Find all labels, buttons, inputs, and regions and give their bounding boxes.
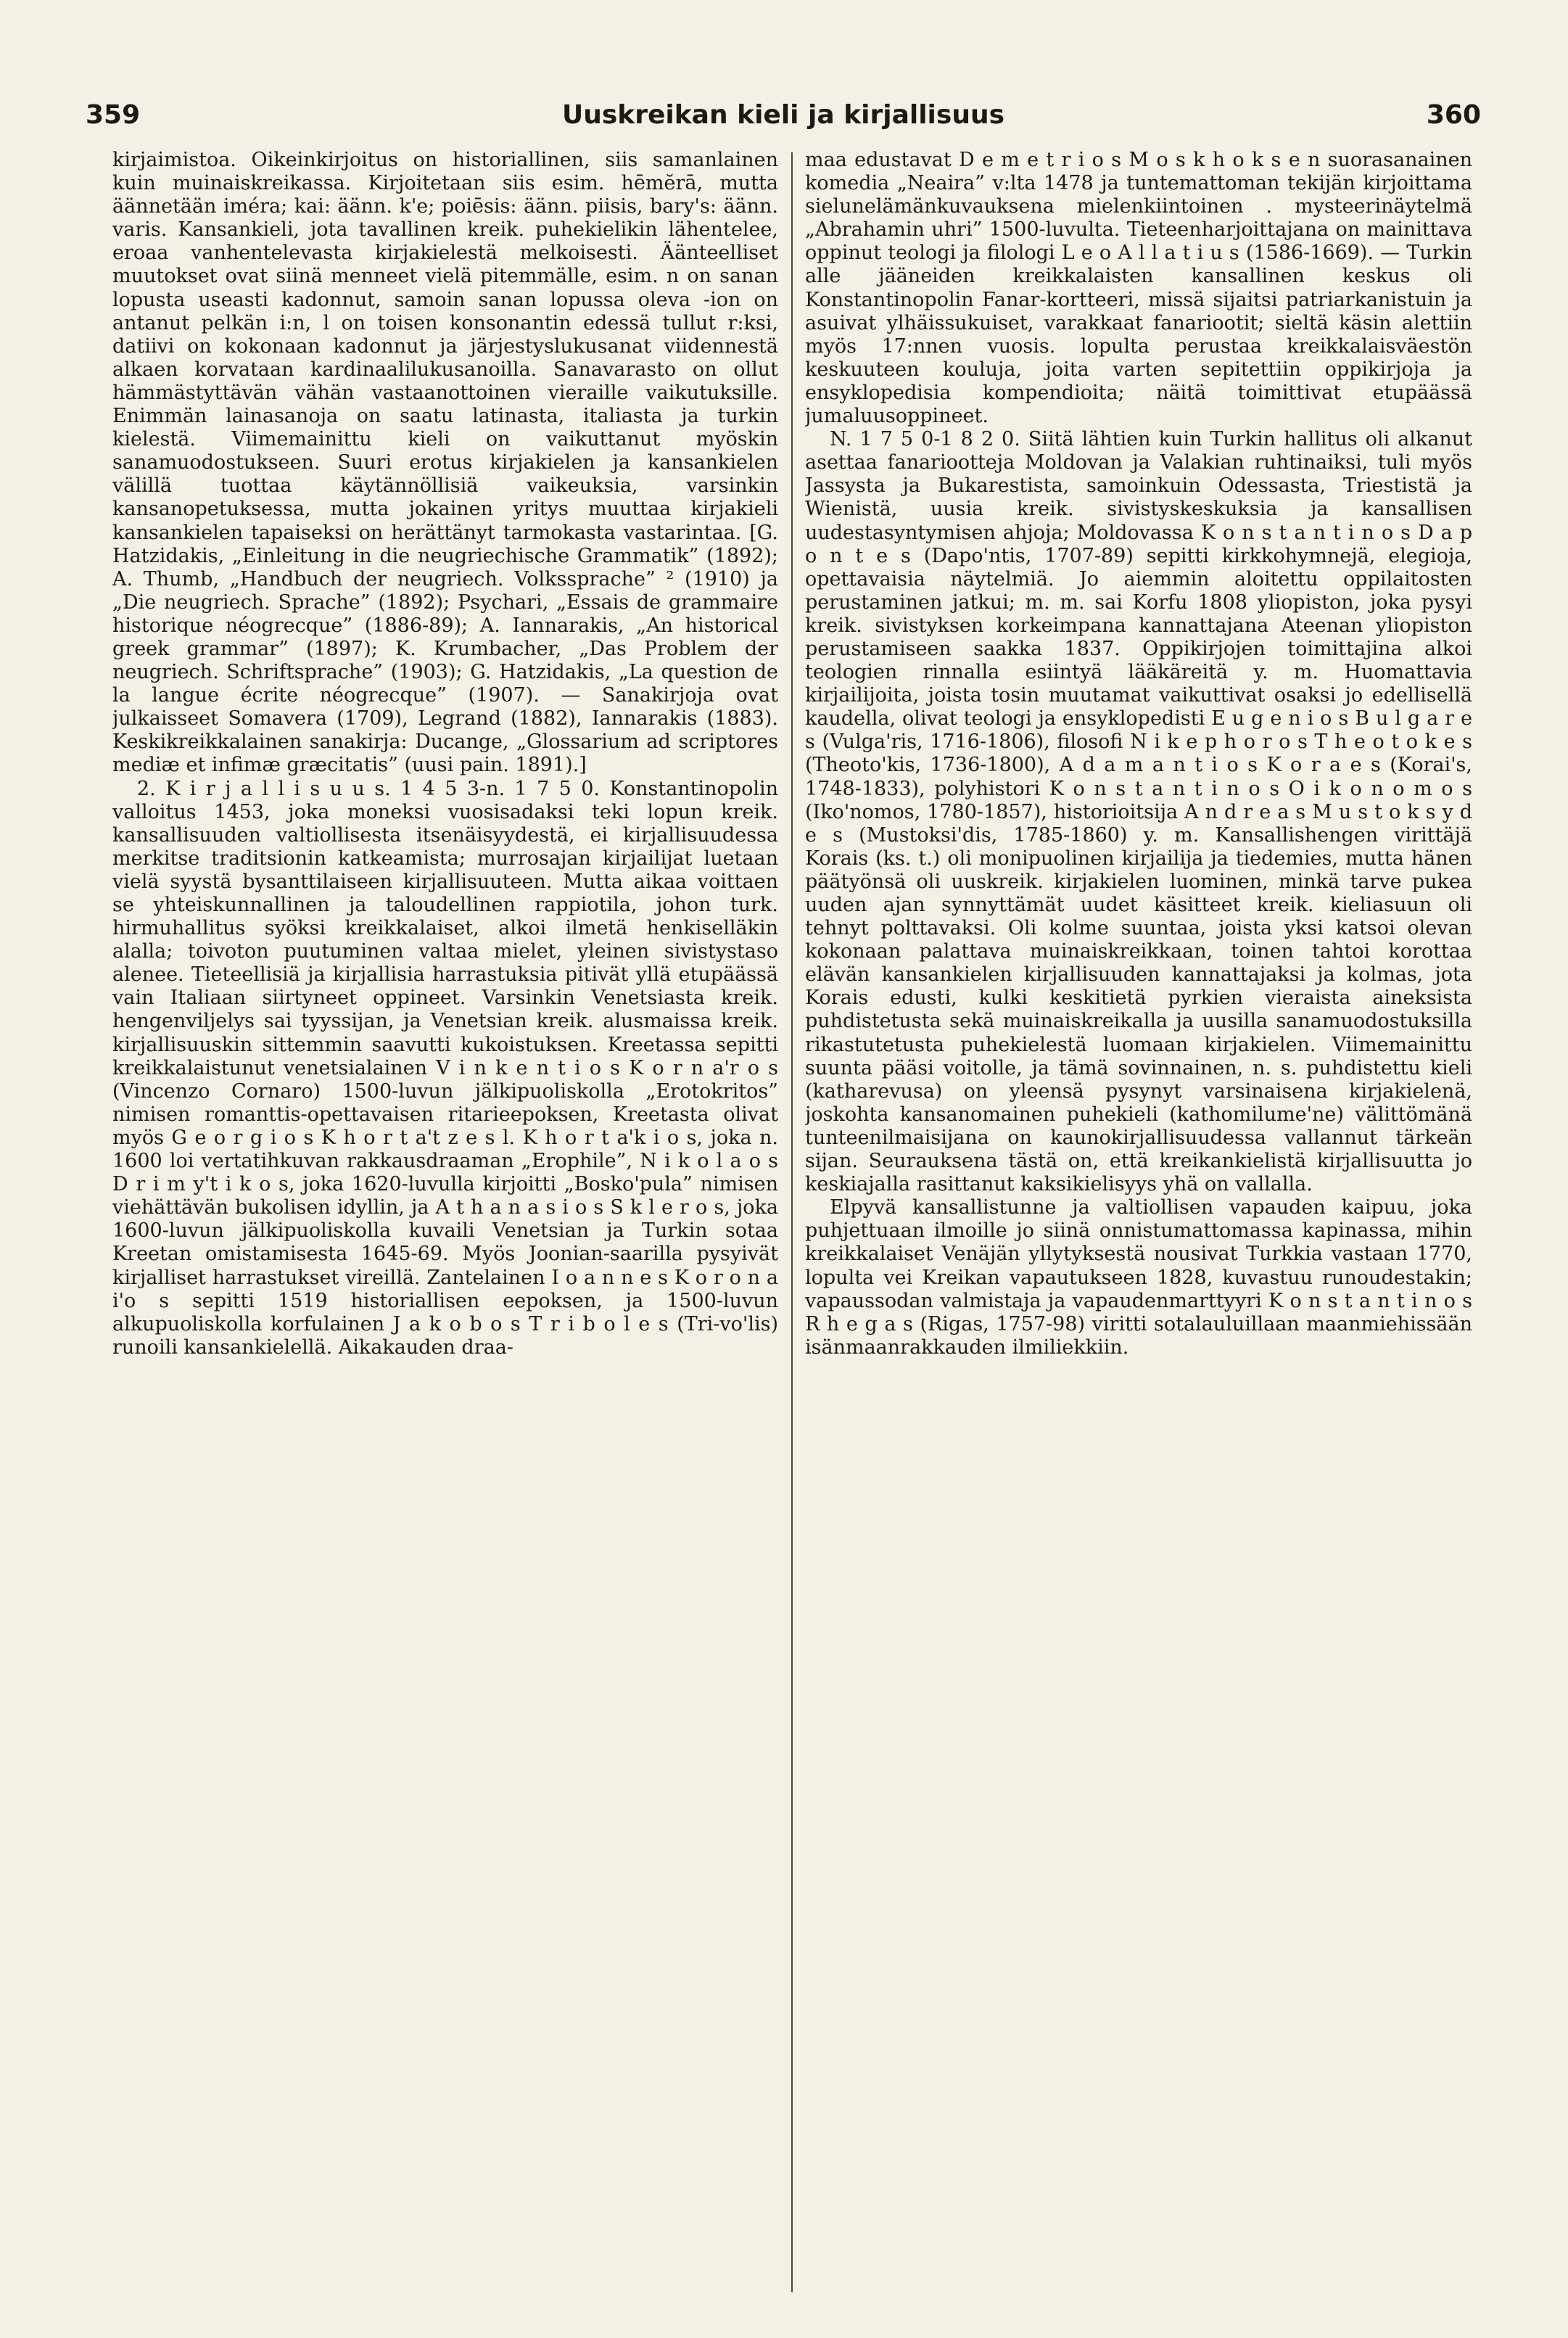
column-divider [791, 152, 793, 2292]
paragraph: maa edustavat D e m e t r i o s M o s k h o k s e n suorasanainen komedia „Neaira” v:lta 1478 ja tuntemattoman tekijän kirjoittama sielunelämänkuvauksena mielenkiintoinen . mysteerinäytelmä „Abrahamin uhri” 1500-luvulta. Tieteenharjoittajana on mainittava oppinut teologi ja filologi L e o A l l a t i u s (1586-1669). — Turkin alle jääneiden kreikkalaisten kansallinen keskus oli Konstantinopolin Fanar-kortteeri, missä sijaitsi patriarkanistuin ja asuivat ylhäissukuiset, varakkaat fanariootit; sieltä käsin alettiin myös 17:nnen vuosis. lopulta perustaa kreikkalaisväestön keskuuteen kouluja, joita varten sepitettiin oppikirjoja ja ensyklopedisia kompendioita; näitä toimittivat etupäässä jumaluusoppineet. [805, 149, 1472, 428]
paragraph: kirjaimistoa. Oikeinkirjoitus on historiallinen, siis samanlainen kuin muinaiskreikassa. Kirjoitetaan siis esim. hēmĕrā, mutta äännetään iméra; kai: äänn. k'e; poiēsis: äänn. piisis, bary's: äänn. varis. Kansankieli, jota tavallinen kreik. puhekielikin lähentelee, eroaa vanhentelevasta kirjakielestä melkoisesti. Äänteelliset muutokset ovat siinä menneet vielä pitemmälle, esim. n on sanan lopusta useasti kadonnut, samoin sanan lopussa oleva -ion on antanut pelkän i:n, l on toisen konsonantin edessä tullut r:ksi, datiivi on kokonaan kadonnut ja järjestyslukusanat viidennestä alkaen korvataan kardinaalilukusanoilla. Sanavarasto on ollut hämmästyttävän vähän vastaanottoinen vieraille vaikutuksille. Enimmän lainasanoja on saatu latinasta, italiasta ja turkin kielestä. Viimemainittu kieli on vaikuttanut myöskin sanamuodostukseen. Suuri erotus kirjakielen ja kansankielen välillä tuottaa käytännöllisiä vaikeuksia, varsinkin kansanopetuksessa, mutta jokainen yritys muuttaa kirjakieli kansankielen tapaiseksi on herättänyt tarmokasta vastarintaa. [G. Hatzidakis, „Einleitung in die neugriechische Grammatik” (1892); A. Thumb, „Handbuch der neugriech. Volkssprache” ² (1910) ja „Die neugriech. Sprache” (1892); Psychari, „Essais de grammaire historique néogrecque” (1886-89); A. Iannarakis, „An historical greek grammar” (1897); K. Krumbacher, „Das Problem der neugriech. Schriftsprache” (1903); G. Hatzidakis, „La question de la langue écrite néogrecque” (1907). — Sanakirjoja ovat julkaisseet Somavera (1709), Legrand (1882), Iannarakis (1883). Keskikreikkalainen sanakirja: Ducange, „Glossarium ad scriptores mediæ et infimæ græcitatis” (uusi pain. 1891).] [112, 149, 778, 777]
running-title: Uuskreikan kieli ja kirjallisuus [561, 100, 1004, 130]
page-number-right: 360 [1426, 100, 1481, 130]
page-number-left: 359 [86, 100, 141, 130]
paragraph: N. 1 7 5 0-1 8 2 0. Siitä lähtien kuin Turkin hallitus oli alkanut asettaa fanariootteja Moldovan ja Valakian ruhtinaiksi, tuli myös Jassysta ja Bukarestista, samoinkuin Odessasta, Triestistä ja Wienistä, uusia kreik. sivistyskeskuksia ja kansallisen uudestasyntymisen ahjoja; Moldovassa K o n s t a n t i n o s D a p o n t e s (Dapo'ntis, 1707-89) sepitti kirkkohymnejä, elegioja, opettavaisia näytelmiä. Jo aiemmin aloitettu oppilaitosten perustaminen jatkui; m. m. sai Korfu 1808 yliopiston, joka pysyi kreik. sivistyksen korkeimpana kannattajana Ateenan yliopiston perustamiseen saakka 1837. Oppikirjojen toimittajina alkoi teologien rinnalla esiintyä lääkäreitä y. m. Huomattavia kirjailijoita, joista tosin muutamat vaikuttivat osaksi jo edellisellä kaudella, olivat teologi ja ensyklopedisti E u g e n i o s B u l g a r e s (Vulga'ris, 1716-1806), filosofi N i k e p h o r o s T h e o t o k e s (Theoto'kis, 1736-1800), A d a m a n t i o s K o r a e s (Korai's, 1748-1833), polyhistori K o n s t a n t i n o s O i k o n o m o s (Iko'nomos, 1780-1857), historioitsija A n d r e a s M u s t o k s y d e s (Mustoksi'dis, 1785-1860) y. m. Kansallishengen virittäjä Korais (ks. t.) oli monipuolinen kirjailija ja tiedemies, mutta hänen päätyönsä oli uuskreik. kirjakielen luominen, minkä tarve pukea uuden ajan synnyttämät uudet käsitteet kreik. kieliasuun oli tehnyt polttavaksi. Oli kolme suuntaa, joista yksi katsoi olevan kokonaan palattava muinaiskreikkaan, toinen tahtoi korottaa elävän kansankielen kirjallisuuden kannattajaksi ja kolmas, jota Korais edusti, kulki keskitietä pyrkien vieraista aineksista puhdistetusta sekä muinaiskreikalla ja uusilla sanamuodostuksilla rikastutetusta puhekielestä luomaan kirjakielen. Viimemainittu suunta pääsi voitolle, ja tämä sovinnainen, n. s. puhdistettu kieli (katharevusa) on yleensä pysynyt varsinaisena kirjakielenä, joskohta kansanomainen puhekieli (kathomilume'ne) välittömänä tunteenilmaisijana on kaunokirjallisuudessa vallannut tärkeän sijan. Seurauksena tästä on, että kreikankielistä kirjallisuutta jo keskiajalla rasittanut kaksikielisyys yhä on vallalla. [805, 428, 1472, 1196]
paragraph: Elpyvä kansallistunne ja valtiollisen vapauden kaipuu, joka puhjettuaan ilmoille jo siinä onnistumattomassa kapinassa, mihin kreikkalaiset Venäjän yllytyksestä nousivat Turkkia vastaan 1770, lopulta vei Kreikan vapautukseen 1828, kuvastuu runoudestakin; vapaussodan valmistaja ja vapaudenmarttyyri K o n s t a n t i n o s R h e g a s (Rigas, 1757-98) viritti sotalauluillaan maanmiehissään isänmaanrakkauden ilmiliekkiin. [805, 1196, 1472, 1359]
left-column [112, 149, 778, 2296]
paragraph: 2. K i r j a l l i s u u s. 1 4 5 3-n. 1 7 5 0. Konstantinopolin valloitus 1453, joka moneksi vuosisadaksi teki lopun kreik. kansallisuuden valtiollisesta itsenäisyydestä, ei kirjallisuudessa merkitse traditsionin katkeamista; murrosajan kirjailijat luetaan vielä syystä bysanttilaiseen kirjallisuuteen. Mutta aikaa voittaen se yhteiskunnallinen ja taloudellinen rappiotila, johon turk. hirmuhallitus syöksi kreikkalaiset, alkoi ilmetä henkiselläkin alalla; toivoton puutuminen valtaa mielet, yleinen sivistystaso alenee. Tieteellisiä ja kirjallisia harrastuksia pitivät yllä etupäässä vain Italiaan siirtyneet oppineet. Varsinkin Venetsiasta kreik. hengenviljelys sai tyyssijan, ja Venetsian kreik. alusmaissa kreik. kirjallisuuskin sittemmin saavutti kukoistuksen. Kreetassa sepitti kreikkalaistunut venetsialainen V i n k e n t i o s K o r n a'r o s (Vincenzo Cornaro) 1500-luvun jälkipuoliskolla „Erotokritos” nimisen romanttis-opettavaisen ritarieepoksen, Kreetasta olivat myös G e o r g i o s K h o r t a't z e s l. K h o r t a'k i o s, joka n. 1600 loi vertatihkuvan rakkausdraaman „Erophile”, N i k o l a o s D r i m y't i k o s, joka 1620-luvulla kirjoitti „Bosko'pula” nimisen viehättävän bukolisen idyllin, ja A t h a n a s i o s S k l e r o s, joka 1600-luvun jälkipuoliskolla kuvaili Venetsian ja Turkin sotaa Kreetan omistamisesta 1645-69. Myös Joonian-saarilla pysyivät kirjalliset harrastukset vireillä. Zantelainen I o a n n e s K o r o n a i'o s sepitti 1519 historiallisen eepoksen, ja 1500-luvun alkupuoliskolla korfulainen J a k o b o s T r i b o l e s (Tri-vo'lis) runoili kansankielellä. Aikakauden draa- [112, 777, 778, 1359]
running-header [86, 90, 1481, 141]
right-column [805, 149, 1472, 2296]
